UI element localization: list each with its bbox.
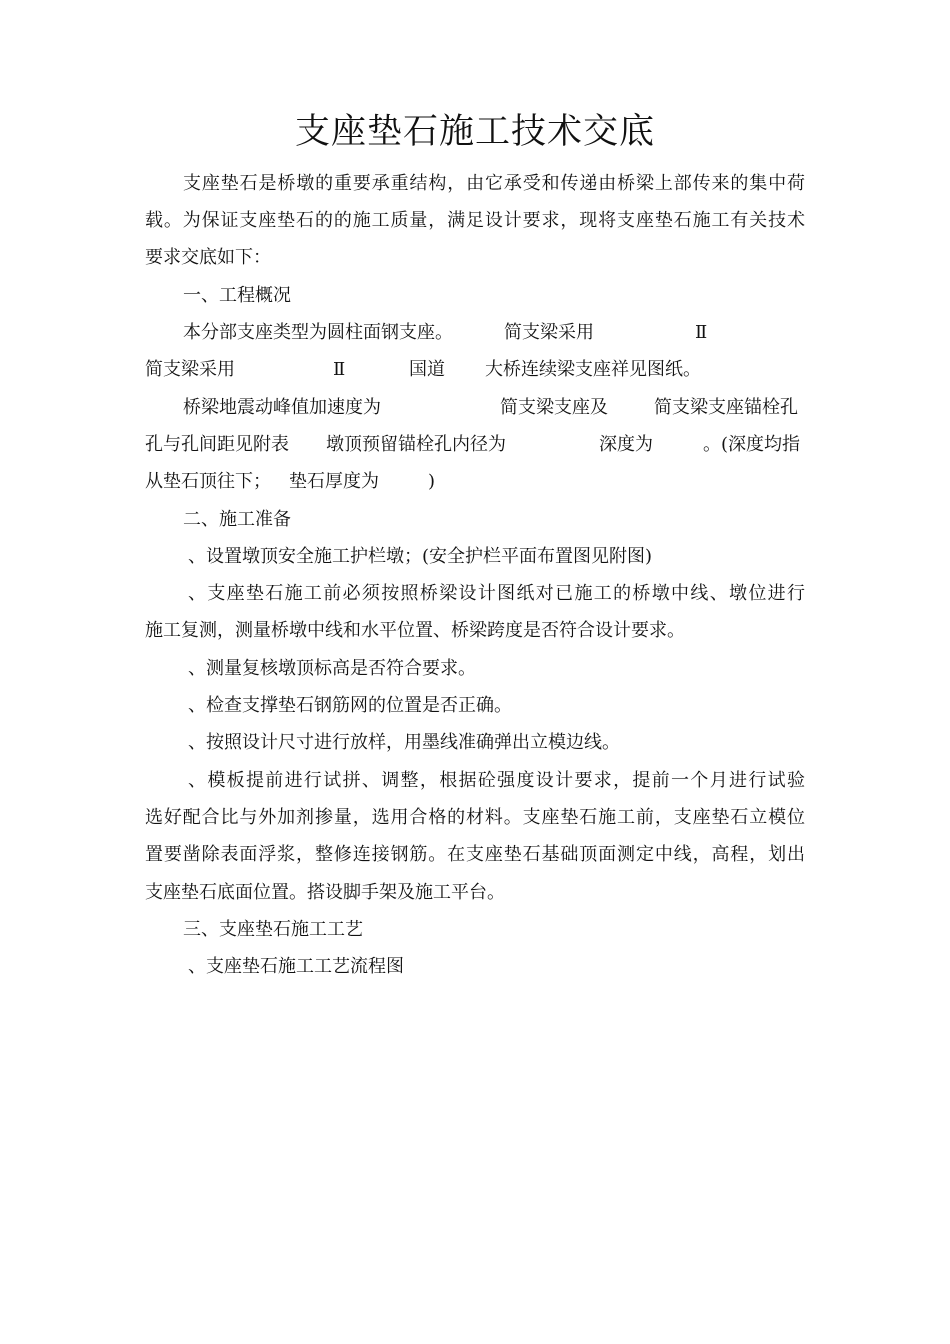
intro-line-2: 载。为保证支座垫石的的施工质量，满足设计要求，现将支座垫石施工有关技术 bbox=[145, 210, 805, 231]
s2-item-2-line-1: 、支座垫石施工前必须按照桥梁设计图纸对已施工的桥墩中线、墩位进行 bbox=[188, 583, 805, 604]
s1-p5-text-a: 从垫石顶往下； bbox=[145, 471, 271, 492]
s2-item-6-line-4: 支座垫石底面位置。搭设脚手架及施工平台。 bbox=[145, 882, 505, 903]
intro-line-1: 支座垫石是桥墩的重要承重结构，由它承受和传递由桥梁上部传来的集中荷 bbox=[183, 173, 805, 194]
s2-item-3: 、测量复核墩顶标高是否符合要求。 bbox=[188, 658, 476, 679]
s3-item-1: 、支座垫石施工工艺流程图 bbox=[188, 956, 404, 977]
s1-p1-text-a: 本分部支座类型为圆柱面钢支座。 bbox=[183, 322, 453, 343]
s2-item-4: 、检查支撑垫石钢筋网的位置是否正确。 bbox=[188, 695, 512, 716]
s1-p1-text-b: 简支梁采用 bbox=[504, 322, 594, 343]
s2-item-1: 、设置墩顶安全施工护栏墩；(安全护栏平面布置图见附图) bbox=[188, 546, 653, 567]
s1-p4-text-a: 孔与孔间距见附表 bbox=[145, 434, 289, 455]
s1-p4-text-d: 。(深度均指 bbox=[703, 434, 801, 455]
s1-p3-text-a: 桥梁地震动峰值加速度为 bbox=[183, 397, 381, 418]
s1-p3-text-c: 简支梁支座锚栓孔 bbox=[654, 397, 798, 418]
s1-p5-text-b: 垫石厚度为 bbox=[289, 471, 379, 492]
section-2-heading: 二、施工准备 bbox=[183, 509, 291, 530]
s1-p2-text-a: 简支梁采用 bbox=[145, 359, 235, 380]
s2-item-6-line-3: 置要凿除表面浮浆，整修连接钢筋。在支座垫石基础顶面测定中线，高程，划出 bbox=[145, 844, 805, 865]
section-3-heading: 三、支座垫石施工工艺 bbox=[183, 919, 363, 940]
s2-item-6-line-2: 选好配合比与外加剂掺量，选用合格的材料。支座垫石施工前，支座垫石立模位 bbox=[145, 807, 805, 828]
s2-item-5: 、按照设计尺寸进行放样，用墨线准确弹出立模边线。 bbox=[188, 732, 620, 753]
s1-p1-text-c: Ⅱ bbox=[695, 322, 708, 343]
s2-item-2-line-2: 施工复测，测量桥墩中线和水平位置、桥梁跨度是否符合设计要求。 bbox=[145, 620, 685, 641]
s1-p4-text-c: 深度为 bbox=[599, 434, 653, 455]
s1-p2-text-b: Ⅱ bbox=[333, 359, 346, 380]
s1-p2-text-c: 国道 bbox=[409, 359, 445, 380]
s1-p5-text-c: ) bbox=[428, 471, 436, 492]
s1-p2-text-d: 大桥连续梁支座祥见图纸。 bbox=[485, 359, 701, 380]
intro-line-3: 要求交底如下： bbox=[145, 247, 271, 268]
s1-p3-text-b: 简支梁支座及 bbox=[500, 397, 608, 418]
section-1-heading: 一、工程概况 bbox=[183, 285, 291, 306]
document-title: 支座垫石施工技术交底 bbox=[294, 112, 655, 152]
s1-p4-text-b: 墩顶预留锚栓孔内径为 bbox=[326, 434, 506, 455]
s2-item-6-line-1: 、模板提前进行试拼、调整，根据砼强度设计要求，提前一个月进行试验 bbox=[188, 770, 805, 791]
